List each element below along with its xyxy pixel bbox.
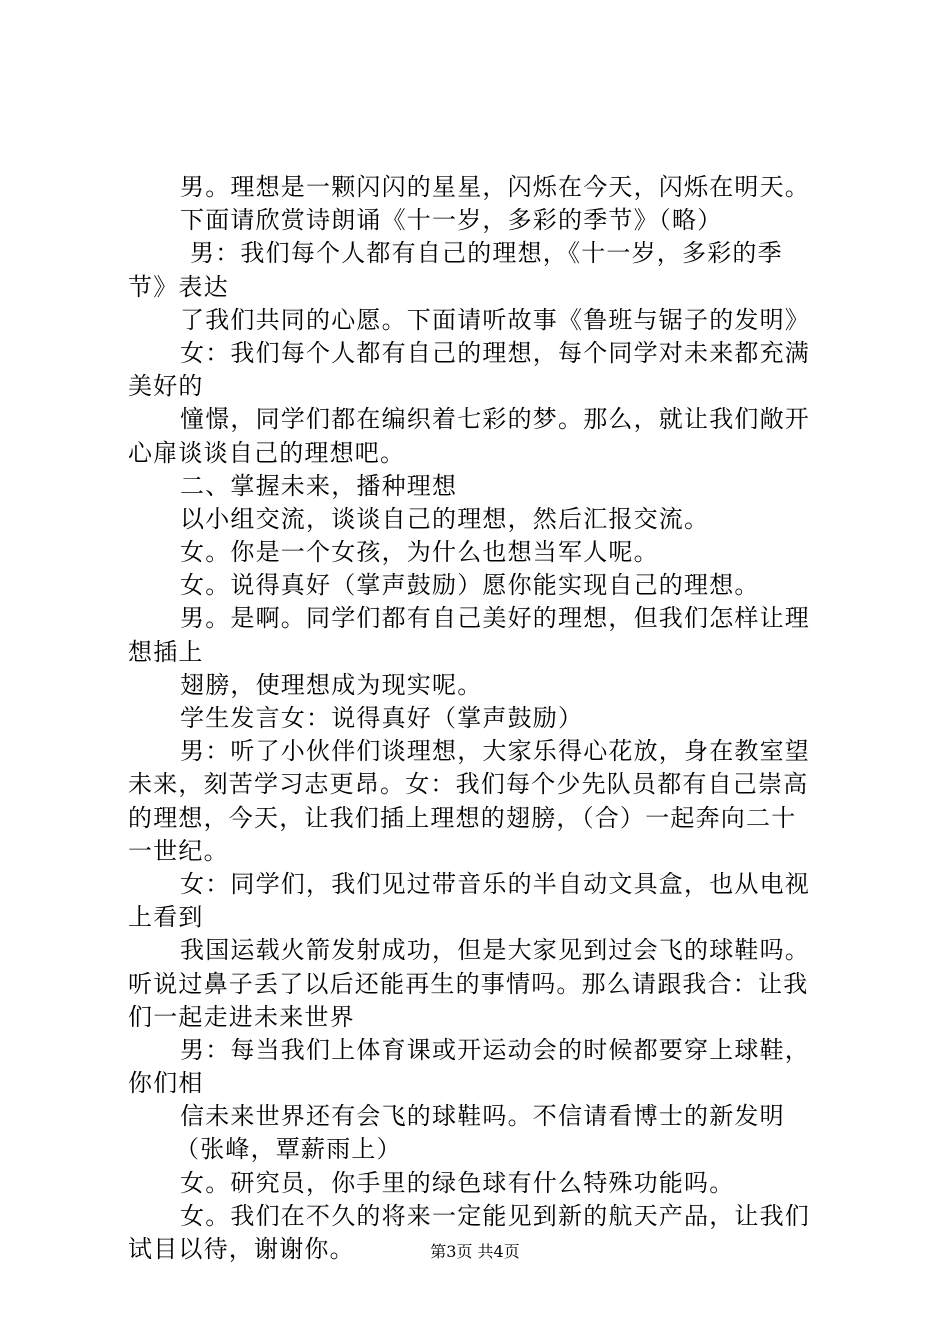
text-line: 上看到 bbox=[128, 903, 204, 932]
text-line: 的理想，今天，让我们插上理想的翅膀，（合）一起奔向二十 bbox=[128, 803, 797, 832]
section-heading: 二、掌握未来，播种理想 bbox=[180, 471, 458, 500]
text-line: 男：我们每个人都有自己的理想，《十一岁，多彩的季 bbox=[190, 239, 783, 268]
text-line: 心扉谈谈自己的理想吧。 bbox=[128, 438, 406, 467]
text-line: 女：同学们，我们见过带音乐的半自动文具盒，也从电视 bbox=[180, 869, 810, 898]
text-line: （张峰，覃薪雨上） bbox=[175, 1135, 402, 1164]
text-line: 男：听了小伙伴们谈理想，大家乐得心花放，身在教室望 bbox=[180, 737, 810, 766]
text-line: 男。是啊。同学们都有自己美好的理想，但我们怎样让理 bbox=[180, 604, 810, 633]
text-line: 以小组交流，谈谈自己的理想，然后汇报交流。 bbox=[180, 504, 710, 533]
text-line: 你们相 bbox=[128, 1069, 204, 1098]
text-line: 女。我们在不久的将来一定能见到新的航天产品，让我们 bbox=[180, 1201, 810, 1230]
text-line: 未来，刻苦学习志更昂。女：我们每个少先队员都有自己崇高 bbox=[128, 770, 809, 799]
page-footer bbox=[0, 1241, 950, 1263]
text-line: 女。你是一个女孩，为什么也想当军人呢。 bbox=[180, 538, 659, 567]
text-line: 一世纪。 bbox=[128, 836, 229, 865]
document-body bbox=[128, 171, 834, 1266]
text-line: 听说过鼻子丢了以后还能再生的事情吗。那么请跟我合：让我 bbox=[128, 969, 809, 998]
text-line: 们一起走进未来世界 bbox=[128, 1002, 355, 1031]
text-line: 我国运载火箭发射成功，但是大家见到过会飞的球鞋吗。 bbox=[180, 936, 810, 965]
text-line: 男。理想是一颗闪闪的星星，闪烁在今天，闪烁在明天。 bbox=[180, 173, 810, 201]
text-line: 女。说得真好（掌声鼓励）愿你能实现自己的理想。 bbox=[180, 571, 760, 600]
text-line: 男：每当我们上体育课或开运动会的时候都要穿上球鞋， bbox=[180, 1035, 810, 1064]
page-number: 第3页 共4页 bbox=[430, 1242, 520, 1261]
text-line: 试目以待，谢谢你。 bbox=[128, 1235, 355, 1263]
text-line: 憧憬，同学们都在编织着七彩的梦。那么，就让我们敞开 bbox=[180, 405, 810, 434]
text-line: 了我们共同的心愿。下面请听故事《鲁班与锯子的发明》 bbox=[180, 305, 810, 334]
text-line: 想插上 bbox=[128, 637, 204, 666]
text-line: 下面请欣赏诗朗诵《十一岁，多彩的季节》（略） bbox=[180, 206, 723, 235]
text-line: 信未来世界还有会飞的球鞋吗。不信请看博士的新发明 bbox=[180, 1102, 785, 1131]
text-line: 美好的 bbox=[128, 372, 204, 401]
text-line: 女：我们每个人都有自己的理想，每个同学对未来都充满 bbox=[180, 338, 810, 367]
text-line: 学生发言女：说得真好（掌声鼓励） bbox=[180, 704, 584, 732]
text-line: 节》表达 bbox=[128, 272, 229, 301]
text-line: 翅膀，使理想成为现实呢。 bbox=[180, 670, 483, 699]
text-line: 女。研究员，你手里的绿色球有什么特殊功能吗。 bbox=[180, 1168, 735, 1197]
